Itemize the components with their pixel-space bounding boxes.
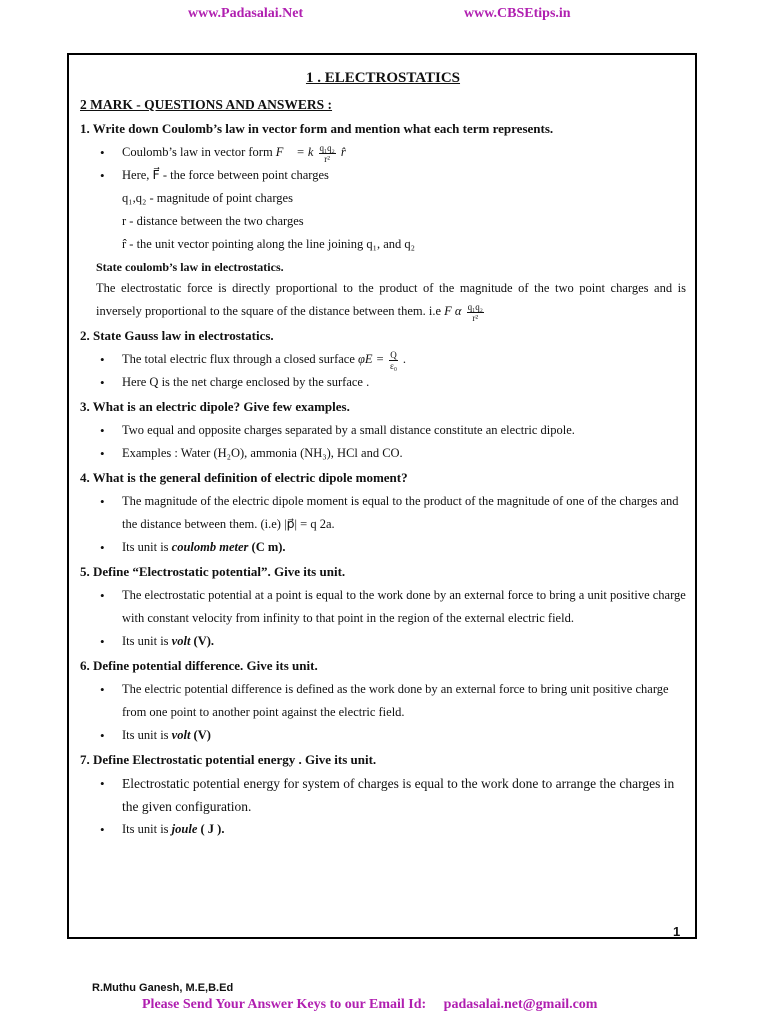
answer-4-bullet-1: • The magnitude of the electric dipole moment is equal to the product of the magnitude of one of the charges and the distance between them. (i.e) |p⃗| = q 2a. [80, 490, 686, 536]
answer-5-list [80, 584, 686, 653]
answer-1-list [80, 141, 686, 256]
answer-7-bullet-1: • Electrostatic potential energy for system of charges is equal to the work done to arrange the charges in the given configuration. [80, 772, 686, 818]
question-1: 1. Write down Coulomb’s law in vector form and mention what each term represents. [80, 121, 554, 136]
unit-name: joule [171, 822, 198, 836]
formula-rhs: r̂ [340, 145, 346, 159]
term-r: r - distance between the two charges [122, 214, 304, 228]
answer-7-list [80, 772, 686, 841]
unit-prefix: Its unit is [122, 634, 169, 648]
header-left-url: www.Padasalai.Net [188, 6, 304, 21]
unit-name: volt [171, 728, 191, 742]
author-name: R.Muthu Ganesh, M.E,B.Ed [92, 982, 234, 994]
answer-4-list [80, 490, 686, 559]
answer-6-bullet-1: • The electric potential difference is defined as the work done by an external force to bring unit positive charge from one point to another point against the electric field. [80, 678, 686, 724]
gauss-text: The total electric flux through a closed surface [122, 352, 355, 366]
fraction-numerator: q₁q₂ [467, 301, 483, 312]
answer-1-bullet-1 [80, 141, 686, 164]
unit-suffix: (C m). [251, 540, 286, 554]
question-3: 3. What is an electric dipole? Give few examples. [80, 399, 350, 414]
gauss-fraction [389, 350, 398, 371]
gauss-formula: φE = [358, 352, 385, 366]
unit-name: volt [171, 634, 191, 648]
fraction-denominator: r² [324, 153, 330, 164]
term-q: q₁,q₂ - magnitude of point charges [122, 191, 293, 205]
answer-6-list [80, 678, 686, 747]
page-title: 1 . ELECTROSTATICS [305, 70, 461, 86]
footer-email: padasalai.net@gmail.com [443, 997, 598, 1012]
fraction-numerator: q₁q₂ [319, 142, 335, 153]
unit-prefix: Its unit is [122, 822, 169, 836]
unit-prefix: Its unit is [122, 540, 169, 554]
question-5: 5. Define “Electrostatic potential”. Give its unit. [80, 564, 346, 579]
answer-3-bullet-2: • Examples : Water (H₂O), ammonia (NH₃), HCl and CO. [80, 442, 686, 465]
unit-suffix: (V) [193, 728, 211, 742]
gauss-end: . [402, 352, 407, 366]
footer [142, 997, 597, 1013]
para-formula: F α [444, 304, 462, 318]
document-body [80, 68, 686, 841]
answer-5-bullet-1: • The electrostatic potential at a point is equal to the work done by an external force to bring a unit positive charge with constant velocity from infinity to that point in the region of the external electric field. [80, 584, 686, 630]
term-rhat: r̂ - the unit vector pointing along the line joining q₁, and q₂ [122, 237, 416, 251]
answer-7-bullet-2 [80, 818, 686, 841]
answer-2-bullet-1 [80, 348, 686, 371]
question-7: 7. Define Electrostatic potential energy . Give its unit. [80, 752, 377, 767]
answer-2-list [80, 348, 686, 394]
unit-suffix: (V). [193, 634, 215, 648]
unit-suffix: ( J ). [200, 822, 225, 836]
answer-3-bullet-1: • Two equal and opposite charges separated by a small distance constitute an electric dipole. [80, 419, 686, 442]
fraction-numerator: Q [390, 349, 397, 360]
answer-6-bullet-2 [80, 724, 686, 747]
unit-prefix: Its unit is [122, 728, 169, 742]
answer-5-bullet-2 [80, 630, 686, 653]
header-right-url: www.CBSEtips.in [464, 6, 571, 21]
footer-text: Please Send Your Answer Keys to our Email Id: [142, 997, 427, 1012]
fraction-denominator: r² [472, 312, 479, 323]
question-4: 4. What is the general definition of electric dipole moment? [80, 470, 408, 485]
fraction-denominator: ε₀ [390, 360, 397, 371]
sub-heading-coulomb: State coulomb’s law in electrostatics. [96, 260, 284, 274]
coulomb-paragraph [96, 277, 686, 323]
question-2: 2. State Gauss law in electrostatics. [80, 328, 274, 343]
para-fraction [467, 302, 484, 323]
question-6: 6. Define potential difference. Give its unit. [80, 658, 318, 673]
page-number: 1 [673, 924, 681, 939]
unit-name: coulomb meter [171, 540, 249, 554]
coulomb-vector-text: Coulomb’s law in vector form [122, 145, 273, 159]
answer-2-bullet-2: • Here Q is the net charge enclosed by the surface . [80, 371, 686, 394]
formula-lhs: F⃗ = k [275, 145, 314, 159]
answer-1-bullet-2: • Here, F⃗ - the force between point charges [80, 164, 686, 187]
section-heading: 2 MARK - QUESTIONS AND ANSWERS : [80, 97, 333, 112]
coulomb-paragraph-text: The electrostatic force is directly proportional to the product of the magnitude of the two point charges and is inversely proportional to the square of the distance between them. i.e [96, 281, 686, 318]
answer-3-list [80, 419, 686, 465]
answer-4-bullet-2 [80, 536, 686, 559]
coulomb-fraction [319, 143, 336, 164]
